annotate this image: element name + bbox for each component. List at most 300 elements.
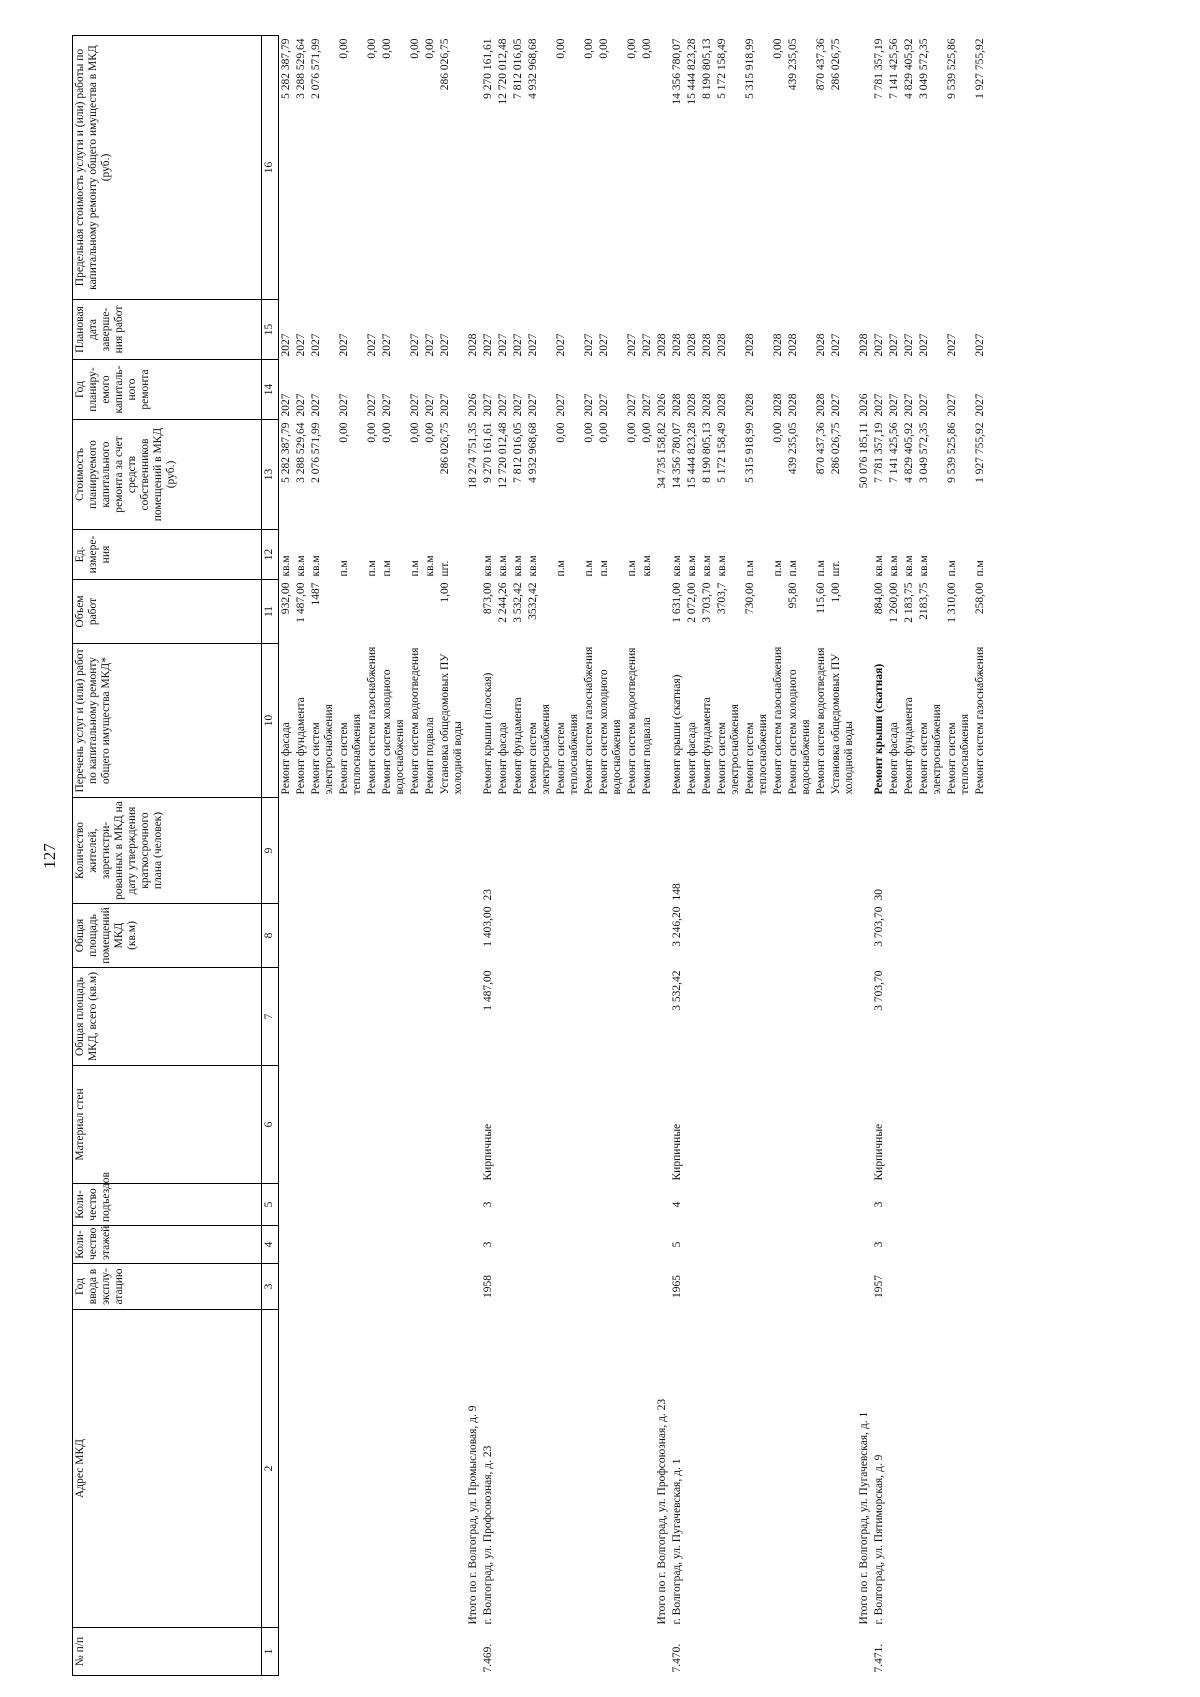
empty-cell [408,1264,423,1310]
rotated-sheet [30,36,1170,1676]
empty-cell [902,904,917,968]
work-row [365,36,380,1676]
empty-cell [786,968,814,1066]
work-volume: 2183,75 [918,582,930,620]
work-limit: 5 282 387,79 [280,38,292,99]
empty-cell [771,1310,786,1628]
work-cost: 8 190 805,13 [701,422,713,483]
work-year: 2028 [671,393,683,417]
work-end: 2027 [555,333,567,357]
work-unit: п.м [787,560,799,577]
work-row [496,36,511,1676]
empty-cell [365,968,380,1066]
work-unit: п.м [626,560,638,577]
work-volume: 95,80 [787,582,799,609]
work-end: 2027 [280,333,292,357]
empty-cell [294,1184,309,1226]
work-year: 2027 [482,393,494,417]
work-end: 2027 [903,333,915,357]
work-end: 2028 [787,333,799,357]
empty-cell [743,798,771,904]
empty-cell [700,1264,715,1310]
empty-cell [511,1264,526,1310]
empty-cell [279,798,295,904]
empty-cell [700,1066,715,1184]
empty-cell [973,798,988,904]
empty-cell [423,904,438,968]
column-number: 11 [262,580,279,644]
work-unit: шт. [439,560,451,577]
work-unit: кв.м [482,555,494,577]
empty-cell [337,968,365,1066]
work-volume: 730,00 [744,582,756,615]
empty-cell [337,904,365,968]
empty-cell [700,968,715,1066]
work-cost: 7 812 016,05 [512,422,524,483]
empty-cell [743,1184,771,1226]
empty-cell [771,798,786,904]
work-unit: п.м [409,560,421,577]
empty-cell [685,1628,700,1676]
empty-cell [309,1184,337,1226]
work-end: 2027 [830,333,842,357]
work-cost: 1 927 755,92 [974,422,986,483]
work-cost: 7 781 357,19 [873,422,885,483]
work-cost: 4 829 405,92 [903,422,915,483]
empty-cell [945,1628,973,1676]
work-cost: 0,00 [424,422,436,443]
total-label: Итого по г. Волгоград, ул. Промысловая, д. 9 [467,1405,479,1625]
work-year: 2027 [497,393,509,417]
empty-cell [786,1264,814,1310]
empty-cell [640,968,655,1066]
work-row [670,36,685,1676]
empty-cell [496,1628,511,1676]
area-total: 3 532,42 [671,970,683,1011]
work-limit: 439 235,05 [787,38,799,91]
work-end: 2027 [310,333,322,357]
work-year: 2027 [366,393,378,417]
column-header-3: Год ввода в эксплу-атацию [73,1264,262,1310]
work-volume: 3703,7 [716,582,728,615]
empty-cell [408,1066,423,1184]
work-year: 2027 [946,393,958,417]
empty-cell [771,904,786,968]
work-row [423,36,438,1676]
column-number-row [262,36,279,1676]
work-unit: п.м [598,560,610,577]
work-volume [365,580,380,644]
work-year: 2028 [686,393,698,417]
work-name: Ремонт систем электроснабжения [310,704,335,795]
empty-cell [582,1628,597,1676]
empty-cell [365,904,380,968]
empty-cell [973,968,988,1066]
item-number: 7.471. [873,1643,885,1673]
empty-cell [582,904,597,968]
empty-cell [380,1628,408,1676]
empty-cell [408,904,423,968]
work-limit: 0,00 [555,38,567,59]
work-unit: п.м [366,560,378,577]
empty-cell [554,968,582,1066]
column-number: 1 [262,1628,279,1676]
work-volume: 884,00 [873,582,885,615]
work-limit: 286 026,75 [830,38,842,91]
empty-cell [294,968,309,1066]
work-volume [380,580,408,644]
work-row [771,36,786,1676]
work-year: 2027 [918,393,930,417]
empty-cell [814,1310,829,1628]
work-limit: 4 829 405,92 [903,38,915,99]
work-row [279,36,295,1676]
empty-cell [640,798,655,904]
work-year: 2027 [381,393,393,417]
work-unit: кв.м [701,555,713,577]
column-header-13: Стоимость планируемого капитального ремонта за счет средств собственников помещений в МКД (руб.) [73,420,262,530]
empty-cell [743,1264,771,1310]
work-name: Ремонт фасада [686,722,698,795]
work-end: 2027 [583,333,595,357]
work-end: 2027 [424,333,436,357]
empty-cell [829,1264,857,1310]
work-name: Ремонт фундамента [903,697,915,795]
work-limit: 3 049 572,35 [918,38,930,99]
empty-cell [655,36,670,300]
empty-cell [625,798,640,904]
total-row [857,36,872,1676]
work-end: 2027 [439,333,451,357]
work-row [625,36,640,1676]
work-limit: 286 026,75 [439,38,451,91]
empty-cell [597,1226,625,1264]
empty-cell [279,968,295,1066]
work-end: 2027 [381,333,393,357]
column-number: 16 [262,36,279,300]
address: г. Волгоград, ул. Пугачевская, д. 1 [671,1458,683,1625]
total-end: 2028 [858,333,870,357]
work-end: 2027 [512,333,524,357]
empty-cell [526,1310,554,1628]
work-name: Ремонт крыши (плоская) [482,672,494,795]
empty-cell [917,968,945,1066]
empty-cell [625,1264,640,1310]
empty-cell [597,968,625,1066]
empty-cell [438,1628,466,1676]
empty-cell [309,798,337,904]
work-name: Ремонт систем водоотведения [409,647,421,795]
empty-cell [887,1184,902,1226]
empty-cell [902,968,917,1066]
work-end: 2027 [497,333,509,357]
empty-cell [526,1184,554,1226]
empty-cell [625,1184,640,1226]
work-volume: 3 532,42 [512,582,524,623]
work-cost: 5 282 387,79 [280,422,292,483]
work-row [511,36,526,1676]
work-limit: 1 927 755,92 [974,38,986,99]
work-name: Ремонт систем холодного водоснабжения [787,669,812,795]
work-year: 2027 [903,393,915,417]
work-cost: 0,00 [626,422,638,443]
work-cost: 0,00 [366,422,378,443]
empty-cell [685,968,700,1066]
area-rooms: 3 703,70 [873,906,885,947]
work-cost: 0,00 [555,422,567,443]
column-header-6: Материал стен [73,1066,262,1184]
empty-cell [554,798,582,904]
work-name: Ремонт систем теплоснабжения [946,714,971,795]
work-volume: 3532,42 [527,582,539,620]
work-year: 2027 [310,393,322,417]
empty-cell [743,1066,771,1184]
work-name: Ремонт систем газоснабжения [366,646,378,795]
empty-cell [438,968,466,1066]
column-number: 3 [262,1264,279,1310]
work-unit: п.м [974,560,986,577]
empty-cell [309,1628,337,1676]
empty-cell [365,798,380,904]
work-end: 2028 [716,333,728,357]
empty-cell [511,1066,526,1184]
empty-cell [829,1628,857,1676]
empty-cell [582,1310,597,1628]
work-cost: 3 049 572,35 [918,422,930,483]
work-name: Ремонт фасада [888,722,900,795]
total-row [655,36,670,1676]
empty-cell [554,904,582,968]
column-number: 6 [262,1066,279,1184]
empty-cell [786,1226,814,1264]
column-header-10: Перечень услуг и (или) работ по капитальному ремонту общего имущества МКД* [73,644,262,798]
empty-cell [279,1310,295,1628]
work-year: 2028 [744,393,756,417]
empty-cell [526,1066,554,1184]
year-built: 1957 [873,1275,885,1298]
empty-cell [582,968,597,1066]
work-name: Ремонт крыши (скатная) [671,674,683,795]
work-volume: 932,00 [280,582,292,615]
work-end: 2027 [295,333,307,357]
work-name: Ремонт систем холодного водоснабжения [598,669,623,795]
work-limit: 15 444 823,28 [686,38,698,105]
work-name: Установка общедомовых ПУ холодной воды [830,653,855,795]
empty-cell [496,1310,511,1628]
empty-cell [771,1628,786,1676]
empty-cell [786,798,814,904]
work-cost: 7 141 425,56 [888,422,900,483]
empty-cell [294,798,309,904]
empty-cell [582,1264,597,1310]
empty-cell [365,1628,380,1676]
work-limit: 5 172 158,49 [716,38,728,99]
work-end: 2027 [527,333,539,357]
empty-cell [279,1066,295,1184]
empty-cell [423,1226,438,1264]
empty-cell [625,1628,640,1676]
column-header-11: Объем работ [73,580,262,644]
empty-cell [945,904,973,968]
work-year: 2027 [439,393,451,417]
empty-cell [829,798,857,904]
area-total: 1 487,00 [482,970,494,1011]
empty-cell [700,1628,715,1676]
empty-cell [337,1628,365,1676]
empty-cell [526,1226,554,1264]
empty-cell [887,1066,902,1184]
work-row [945,36,973,1676]
work-volume [423,580,438,644]
work-volume: 1 487,00 [295,582,307,623]
wall-material: Кирпичные [482,1123,494,1181]
empty-cell [743,904,771,968]
empty-cell [554,1184,582,1226]
empty-cell [829,1184,857,1226]
total-cost: 18 274 751,35 [467,422,479,489]
empty-cell [700,1184,715,1226]
work-end: 2027 [366,333,378,357]
empty-cell [814,904,829,968]
work-limit: 0,00 [583,38,595,59]
column-number: 15 [262,300,279,360]
work-name: Ремонт систем теплоснабжения [338,714,363,795]
column-number: 9 [262,798,279,904]
work-cost: 3 288 529,64 [295,422,307,483]
work-limit: 4 932 968,68 [527,38,539,99]
empty-cell [279,1264,295,1310]
empty-cell [786,1628,814,1676]
empty-cell [279,904,295,968]
work-limit: 7 812 016,05 [512,38,524,99]
work-volume: 1 631,00 [671,582,683,623]
empty-cell [337,798,365,904]
empty-cell [640,1226,655,1264]
work-limit: 870 437,36 [815,38,827,91]
work-unit: кв.м [310,555,322,577]
work-year: 2027 [280,393,292,417]
empty-cell [511,904,526,968]
empty-cell [700,1310,715,1628]
work-name: Ремонт фундамента [295,697,307,795]
work-limit: 7 781 357,19 [873,38,885,99]
empty-cell [511,968,526,1066]
work-name: Ремонт систем электроснабжения [527,704,552,795]
work-unit: п.м [583,560,595,577]
empty-cell [554,1628,582,1676]
work-year: 2027 [830,393,842,417]
empty-cell [902,1184,917,1226]
work-unit: п.м [744,560,756,577]
empty-cell [640,1310,655,1628]
work-limit: 12 720 012,48 [497,38,509,105]
work-cost: 14 356 780,07 [671,422,683,489]
work-cost: 4 932 968,68 [527,422,539,483]
work-cost: 2 076 571,99 [310,422,322,483]
column-header-9: Количество жителей, зарегистри-рованных в МКД на дату утверждения краткосрочного плана (человек) [73,798,262,904]
work-limit: 3 288 529,64 [295,38,307,99]
work-unit: п.м [815,560,827,577]
column-header-2: Адрес МКД [73,1310,262,1628]
work-name: Ремонт систем газоснабжения [974,646,986,795]
column-header-12: Ед. измере-ния [73,530,262,580]
empty-cell [380,1184,408,1226]
empty-cell [917,1184,945,1226]
item-number: 7.470. [671,1643,683,1673]
empty-cell [365,1310,380,1628]
work-limit: 8 190 805,13 [701,38,713,99]
empty-cell [917,798,945,904]
residents: 23 [482,889,494,901]
work-year: 2028 [787,393,799,417]
work-volume [554,580,582,644]
work-year: 2028 [772,393,784,417]
work-row [872,36,887,1676]
empty-cell [973,1264,988,1310]
column-header-1: № п/п [73,1628,262,1676]
work-unit: кв.м [671,555,683,577]
empty-cell [582,1066,597,1184]
column-number: 10 [262,644,279,798]
empty-cell [408,968,423,1066]
empty-cell [945,1310,973,1628]
column-header-16: Предельная стоимость услуги и (или) работы по капитальному ремонту общего имущества в МКД (руб.) [73,36,262,300]
empty-cell [902,1226,917,1264]
empty-cell [337,1264,365,1310]
total-label: Итого по г. Волгоград, ул. Пугачевская, д. 1 [858,1411,870,1625]
work-row [715,36,743,1676]
empty-cell [743,1310,771,1628]
empty-cell [771,1184,786,1226]
empty-cell [715,904,743,968]
empty-cell [597,1066,625,1184]
column-number: 5 [262,1184,279,1226]
work-end: 2027 [641,333,653,357]
empty-cell [743,1628,771,1676]
work-volume: 1,00 [439,582,451,603]
empty-cell [597,798,625,904]
work-name: Ремонт систем теплоснабжения [555,714,580,795]
total-label: Итого по г. Волгоград, ул. Профсоюзная, д. 23 [656,1398,668,1625]
address: г. Волгоград, ул. Пятиморская, д. 9 [873,1454,885,1625]
work-year: 2028 [815,393,827,417]
empty-cell [917,1628,945,1676]
empty-cell [438,1226,466,1264]
work-name: Ремонт систем электроснабжения [918,704,943,795]
work-year: 2028 [701,393,713,417]
empty-cell [337,1066,365,1184]
work-limit: 0,00 [641,38,653,59]
empty-cell [526,904,554,968]
work-year: 2027 [626,393,638,417]
empty-cell [715,1184,743,1226]
empty-cell [511,1184,526,1226]
work-volume [408,580,423,644]
empty-cell [945,1066,973,1184]
work-end: 2027 [873,333,885,357]
empty-cell [715,968,743,1066]
empty-cell [902,1264,917,1310]
work-year: 2027 [974,393,986,417]
work-end: 2028 [701,333,713,357]
work-limit: 0,00 [772,38,784,59]
empty-cell [973,1184,988,1226]
work-cost: 439 235,05 [787,422,799,475]
empty-cell [526,798,554,904]
empty-cell [814,1184,829,1226]
empty-cell [526,968,554,1066]
empty-cell [829,904,857,968]
